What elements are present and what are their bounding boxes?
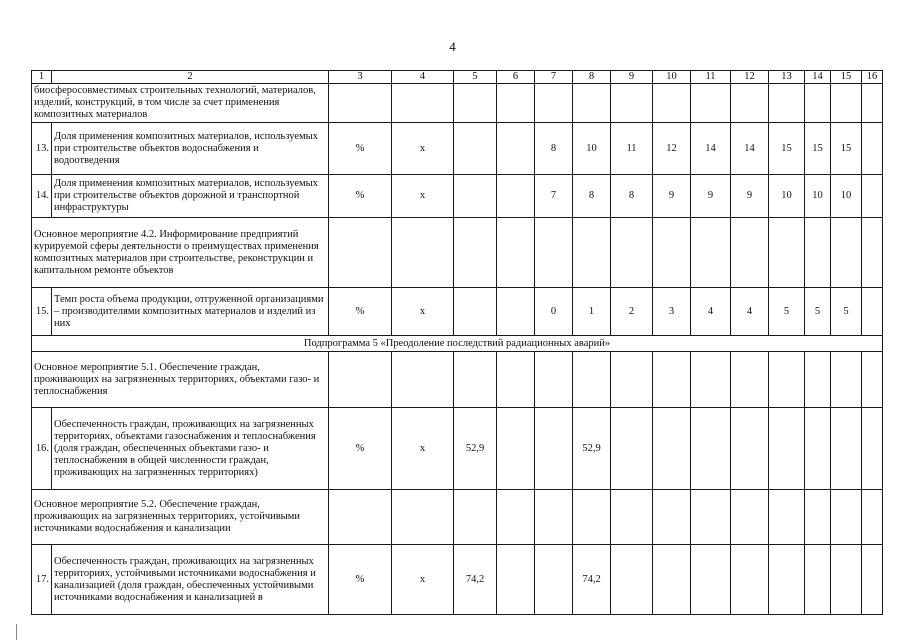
empty-cell — [862, 352, 883, 408]
value-cell — [497, 123, 535, 175]
value-cell: 12 — [653, 123, 691, 175]
activity-row — [32, 490, 883, 545]
value-cell — [862, 175, 883, 218]
value-cell — [831, 545, 862, 615]
value-cell: 5 — [769, 288, 805, 336]
empty-cell — [653, 352, 691, 408]
value-cell — [805, 408, 831, 490]
value-cell: 4 — [731, 288, 769, 336]
empty-cell — [573, 84, 611, 123]
value-cell — [691, 545, 731, 615]
value-cell: 11 — [611, 123, 653, 175]
value-cell — [611, 408, 653, 490]
empty-cell — [769, 490, 805, 545]
empty-cell — [831, 84, 862, 123]
empty-cell — [611, 84, 653, 123]
value-cell — [497, 408, 535, 490]
value-cell — [862, 408, 883, 490]
indicator-row — [32, 123, 883, 175]
empty-cell — [731, 352, 769, 408]
value-cell: 14 — [691, 123, 731, 175]
empty-cell — [497, 352, 535, 408]
empty-cell — [535, 352, 573, 408]
value-cell: 10 — [769, 175, 805, 218]
column-number: 7 — [535, 71, 573, 84]
empty-cell — [653, 490, 691, 545]
value-cell: 4 — [691, 288, 731, 336]
empty-cell — [831, 352, 862, 408]
base-value: х — [392, 175, 454, 218]
indicator-row — [32, 408, 883, 490]
column-number: 10 — [653, 71, 691, 84]
empty-cell — [731, 490, 769, 545]
empty-cell — [862, 84, 883, 123]
empty-cell — [454, 490, 497, 545]
indicator-number: 16. — [32, 408, 52, 490]
value-cell — [497, 175, 535, 218]
value-cell: 15 — [805, 123, 831, 175]
column-number: 9 — [611, 71, 653, 84]
column-number: 16 — [862, 71, 883, 84]
continuation-row — [32, 84, 883, 123]
empty-cell — [805, 490, 831, 545]
value-cell — [805, 545, 831, 615]
activity-title: Основное мероприятие 5.1. Обеспечение граждан, проживающих на загрязненных территориях, объектами газо- и теплоснабжения — [32, 352, 329, 408]
empty-cell — [329, 490, 392, 545]
value-cell: 1 — [573, 288, 611, 336]
value-cell — [497, 288, 535, 336]
empty-cell — [329, 218, 392, 288]
empty-cell — [653, 218, 691, 288]
column-number: 12 — [731, 71, 769, 84]
value-cell — [454, 175, 497, 218]
value-cell: 10 — [805, 175, 831, 218]
column-number: 11 — [691, 71, 731, 84]
base-value: х — [392, 408, 454, 490]
subprogram-title: Подпрограмма 5 «Преодоление последствий радиационных аварий» — [32, 336, 883, 352]
value-cell: 0 — [535, 288, 573, 336]
indicators-table — [31, 70, 883, 615]
indicator-name: Темп роста объема продукции, отгруженной организациями – производителями композитных материалов и изделий из них — [52, 288, 329, 336]
empty-cell — [769, 352, 805, 408]
indicator-number: 17. — [32, 545, 52, 615]
value-cell: 9 — [653, 175, 691, 218]
empty-cell — [805, 352, 831, 408]
empty-cell — [769, 84, 805, 123]
empty-cell — [497, 490, 535, 545]
indicator-row — [32, 288, 883, 336]
empty-cell — [573, 218, 611, 288]
empty-cell — [535, 84, 573, 123]
value-cell — [653, 545, 691, 615]
indicator-row — [32, 175, 883, 218]
value-cell: 10 — [573, 123, 611, 175]
column-number: 3 — [329, 71, 392, 84]
page-number: 4 — [449, 39, 456, 54]
column-number: 8 — [573, 71, 611, 84]
empty-cell — [862, 490, 883, 545]
indicator-name: Обеспеченность граждан, проживающих на загрязненных территориях, устойчивыми источниками водоснабжения и канализацией (доля граждан, обеспеченных устойчивыми источниками водоснабжения и канализацией в — [52, 545, 329, 615]
empty-cell — [573, 490, 611, 545]
empty-cell — [392, 490, 454, 545]
empty-cell — [454, 218, 497, 288]
empty-cell — [392, 218, 454, 288]
value-cell: 74,2 — [573, 545, 611, 615]
value-cell: 52,9 — [454, 408, 497, 490]
column-numbers-row — [32, 71, 883, 84]
base-value: х — [392, 123, 454, 175]
value-cell — [454, 123, 497, 175]
indicator-unit: % — [329, 545, 392, 615]
indicator-name: Доля применения композитных материалов, используемых при строительстве объектов водоснабжения и водоотведения — [52, 123, 329, 175]
value-cell — [862, 545, 883, 615]
base-value: х — [392, 288, 454, 336]
empty-cell — [535, 218, 573, 288]
value-cell — [769, 545, 805, 615]
empty-cell — [454, 352, 497, 408]
empty-cell — [653, 84, 691, 123]
indicator-number: 13. — [32, 123, 52, 175]
value-cell: 15 — [769, 123, 805, 175]
value-cell: 5 — [831, 288, 862, 336]
value-cell: 15 — [831, 123, 862, 175]
empty-cell — [392, 352, 454, 408]
empty-cell — [611, 490, 653, 545]
empty-cell — [731, 84, 769, 123]
empty-cell — [691, 490, 731, 545]
empty-cell — [805, 84, 831, 123]
base-value: х — [392, 545, 454, 615]
scan-mark — [16, 624, 17, 640]
empty-cell — [611, 218, 653, 288]
activity-row — [32, 218, 883, 288]
column-number: 2 — [52, 71, 329, 84]
indicator-unit: % — [329, 288, 392, 336]
empty-cell — [497, 84, 535, 123]
value-cell — [535, 545, 573, 615]
column-number: 4 — [392, 71, 454, 84]
empty-cell — [497, 218, 535, 288]
value-cell: 8 — [611, 175, 653, 218]
empty-cell — [329, 84, 392, 123]
column-number: 5 — [454, 71, 497, 84]
empty-cell — [831, 490, 862, 545]
empty-cell — [691, 352, 731, 408]
value-cell — [611, 545, 653, 615]
column-number: 15 — [831, 71, 862, 84]
activity-row — [32, 352, 883, 408]
value-cell: 10 — [831, 175, 862, 218]
empty-cell — [392, 84, 454, 123]
indicator-number: 14. — [32, 175, 52, 218]
indicator-unit: % — [329, 408, 392, 490]
value-cell — [862, 123, 883, 175]
value-cell: 9 — [731, 175, 769, 218]
value-cell — [731, 408, 769, 490]
empty-cell — [454, 84, 497, 123]
value-cell — [535, 408, 573, 490]
column-number: 13 — [769, 71, 805, 84]
value-cell — [653, 408, 691, 490]
empty-cell — [573, 352, 611, 408]
indicator-unit: % — [329, 123, 392, 175]
value-cell — [691, 408, 731, 490]
subprogram-row — [32, 336, 883, 352]
value-cell — [769, 408, 805, 490]
activity-title: Основное мероприятие 4.2. Информирование предприятий курируемой сферы деятельности о преимуществах применения композитных материалов при строительстве, реконструкции и капитальном ремонте объектов — [32, 218, 329, 288]
value-cell — [497, 545, 535, 615]
empty-cell — [862, 218, 883, 288]
value-cell: 5 — [805, 288, 831, 336]
empty-cell — [691, 218, 731, 288]
empty-cell — [831, 218, 862, 288]
indicator-name: Доля применения композитных материалов, используемых при строительстве объектов дорожной и транспортной инфраструктуры — [52, 175, 329, 218]
value-cell: 2 — [611, 288, 653, 336]
value-cell: 3 — [653, 288, 691, 336]
value-cell: 8 — [573, 175, 611, 218]
empty-cell — [769, 218, 805, 288]
value-cell: 14 — [731, 123, 769, 175]
value-cell: 7 — [535, 175, 573, 218]
value-cell — [454, 288, 497, 336]
empty-cell — [691, 84, 731, 123]
empty-cell — [329, 352, 392, 408]
indicator-row — [32, 545, 883, 615]
indicator-name: Обеспеченность граждан, проживающих на загрязненных территориях, объектами газоснабжения и теплоснабжения (доля граждан, обеспеченных объектами газо- и теплоснабжения в общей численности граждан, проживающих на загрязненных территориях) — [52, 408, 329, 490]
column-number: 14 — [805, 71, 831, 84]
value-cell: 8 — [535, 123, 573, 175]
activity-title: Основное мероприятие 5.2. Обеспечение граждан, проживающих на загрязненных территориях, устойчивыми источниками водоснабжения и канализации — [32, 490, 329, 545]
indicator-unit: % — [329, 175, 392, 218]
empty-cell — [535, 490, 573, 545]
value-cell: 52,9 — [573, 408, 611, 490]
empty-cell — [805, 218, 831, 288]
value-cell: 9 — [691, 175, 731, 218]
empty-cell — [611, 352, 653, 408]
value-cell: 74,2 — [454, 545, 497, 615]
column-number: 1 — [32, 71, 52, 84]
continuation-text: биосферосовместимых строительных технологий, материалов, изделий, конструкций, в том числе за счет применения композитных материалов — [32, 84, 329, 123]
value-cell — [862, 288, 883, 336]
column-number: 6 — [497, 71, 535, 84]
indicator-number: 15. — [32, 288, 52, 336]
value-cell — [731, 545, 769, 615]
empty-cell — [731, 218, 769, 288]
value-cell — [831, 408, 862, 490]
